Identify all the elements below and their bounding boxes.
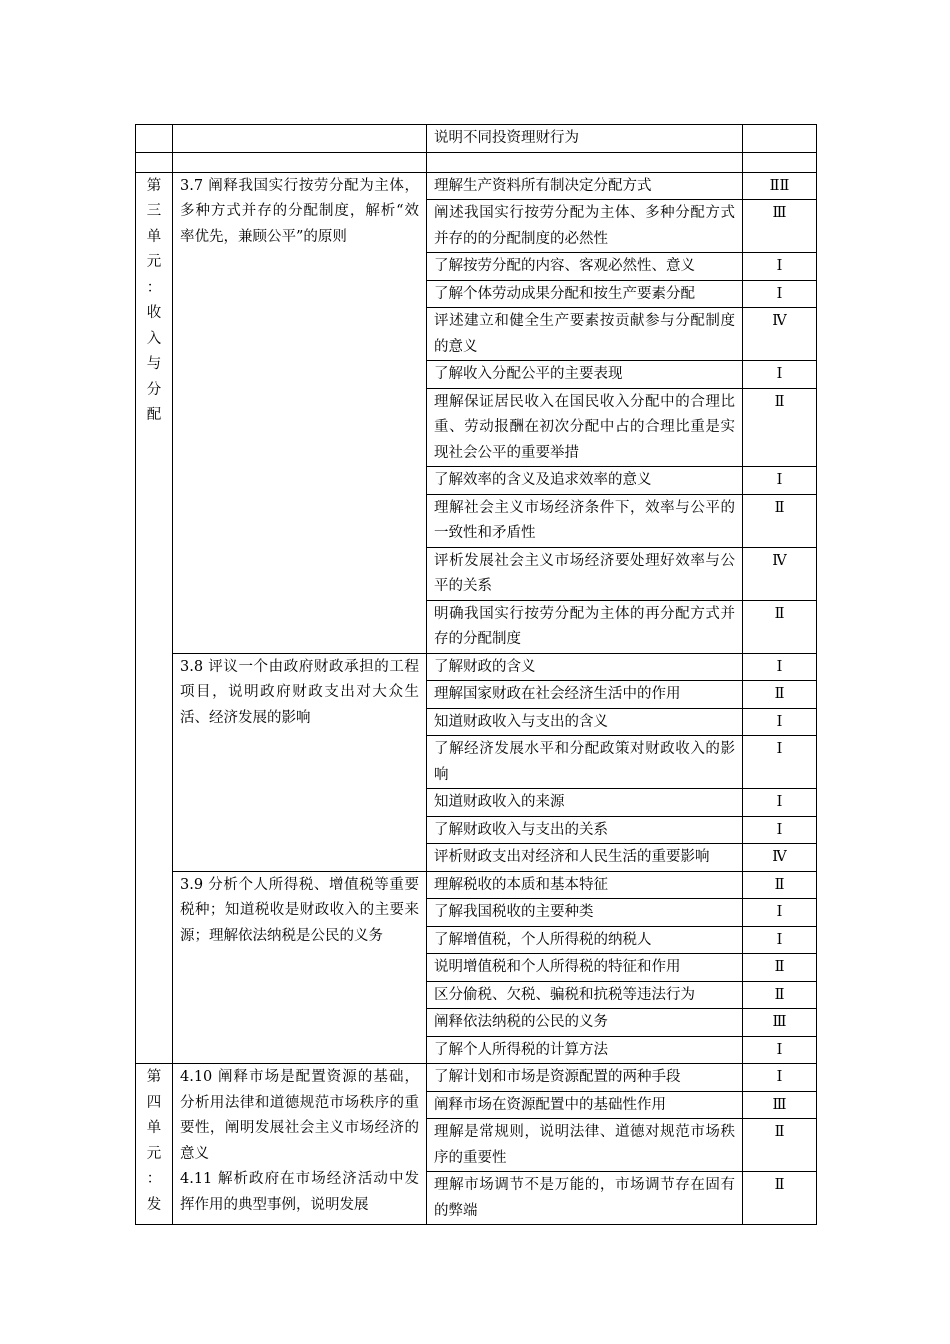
content-standard-text: 4.10 阐释市场是配置资源的基础，分析用法律和道德规范市场秩序的重要性，阐明发展社会主义市场经济的意义 [180, 1069, 419, 1162]
level-cell: Ⅰ [743, 280, 817, 308]
objective-cell: 理解国家财政在社会经济生活中的作用 [427, 681, 743, 709]
objective-cell: 说明不同投资理财行为 [427, 125, 743, 153]
objective-cell: 了解计划和市场是资源配置的两种手段 [427, 1064, 743, 1092]
objective-cell: 理解是常规则，说明法律、道德对规范市场秩序的重要性 [427, 1119, 743, 1172]
unit-cell-empty [136, 125, 173, 153]
content-standard-text: 4.11 解析政府在市场经济活动中发挥作用的典型事例，说明发展 [180, 1171, 419, 1213]
unit-label-char: 元 [146, 1145, 162, 1162]
objective-cell: 评析发展社会主义市场经济要处理好效率与公平的关系 [427, 547, 743, 600]
unit-label-char: 第 [146, 177, 162, 194]
level-cell: Ⅱ [743, 871, 817, 899]
unit-label-char: 发 [146, 1196, 162, 1213]
objective-cell: 阐释市场在资源配置中的基础性作用 [427, 1091, 743, 1119]
unit-label-char: 单 [146, 228, 162, 245]
unit-label-char: 三 [146, 203, 162, 219]
level-cell: Ⅰ [743, 926, 817, 954]
level-cell: Ⅲ [743, 1009, 817, 1037]
content-standard-cell: 3.8 评议一个由政府财政承担的工程项目，说明政府财政支出对大众生活、经济发展的影响 [173, 653, 427, 871]
unit-label-char: 配 [146, 407, 162, 423]
objective-cell: 评述建立和健全生产要素按贡献参与分配制度的意义 [427, 308, 743, 361]
level-cell: Ⅱ [743, 1172, 817, 1225]
objective-cell: 评析财政支出对经济和人民生活的重要影响 [427, 844, 743, 872]
level-cell: Ⅰ [743, 789, 817, 817]
level-cell: Ⅱ [743, 388, 817, 467]
objective-cell: 了解增值税，个人所得税的纳税人 [427, 926, 743, 954]
table-row [136, 1064, 817, 1092]
level-cell: Ⅰ [743, 736, 817, 789]
level-cell: Ⅰ [743, 467, 817, 495]
unit-label-char: 收 [146, 305, 162, 321]
standard-cell-empty [173, 125, 427, 153]
unit-label-char: 元 [146, 254, 162, 270]
level-cell: Ⅳ [743, 547, 817, 600]
content-standard-cell: 3.9 分析个人所得税、增值税等重要税种；知道税收是财政收入的主要来源；理解依法纳税是公民的义务 [173, 871, 427, 1064]
unit-label-cell [136, 172, 173, 1064]
level-cell: Ⅱ [743, 494, 817, 547]
objective-cell: 了解个体劳动成果分配和按生产要素分配 [427, 280, 743, 308]
unit-label-char: ： [146, 1171, 162, 1187]
level-cell: Ⅰ [743, 708, 817, 736]
objective-cell: 了解财政收入与支出的关系 [427, 816, 743, 844]
level-cell: Ⅳ [743, 844, 817, 872]
level-cell: Ⅰ [743, 653, 817, 681]
level-cell: ⅡⅡ [743, 172, 817, 200]
level-cell: Ⅱ [743, 981, 817, 1009]
objective-cell: 理解社会主义市场经济条件下，效率与公平的一致性和矛盾性 [427, 494, 743, 547]
objective-cell: 理解保证居民收入在国民收入分配中的合理比重、劳动报酬在初次分配中占的合理比重是实现社会公平的重要举措 [427, 388, 743, 467]
objective-cell: 区分偷税、欠税、骗税和抗税等违法行为 [427, 981, 743, 1009]
objective-cell: 说明增值税和个人所得税的特征和作用 [427, 954, 743, 982]
level-cell: Ⅰ [743, 1064, 817, 1092]
spacer-row [136, 152, 817, 172]
objective-cell: 知道财政收入与支出的含义 [427, 708, 743, 736]
objective-cell: 明确我国实行按劳分配为主体的再分配方式并存的分配制度 [427, 600, 743, 653]
level-cell: Ⅱ [743, 681, 817, 709]
unit-label-char: 分 [146, 381, 162, 398]
unit-label-char: 与 [146, 356, 162, 372]
unit-label-char: 单 [146, 1120, 162, 1136]
level-cell: Ⅳ [743, 308, 817, 361]
objective-cell: 了解按劳分配的内容、客观必然性、意义 [427, 253, 743, 281]
level-cell: Ⅰ [743, 1036, 817, 1064]
level-cell: Ⅰ [743, 361, 817, 389]
level-cell: Ⅲ [743, 200, 817, 253]
content-standard-cell: 3.7 阐释我国实行按劳分配为主体，多种方式并存的分配制度，解析“效率优先，兼顾公平”的原则 [173, 172, 427, 653]
level-cell: Ⅱ [743, 1119, 817, 1172]
objective-cell: 理解市场调节不是万能的，市场调节存在固有的弊端 [427, 1172, 743, 1225]
objective-cell: 理解生产资料所有制决定分配方式 [427, 172, 743, 200]
objective-cell: 了解财政的含义 [427, 653, 743, 681]
level-cell-empty [743, 125, 817, 153]
level-cell: Ⅲ [743, 1091, 817, 1119]
objective-cell: 了解个人所得税的计算方法 [427, 1036, 743, 1064]
syllabus-table [135, 124, 817, 1225]
unit-label-char: 入 [146, 330, 162, 347]
objective-cell: 阐述我国实行按劳分配为主体、多种分配方式并存的的分配制度的必然性 [427, 200, 743, 253]
objective-cell: 阐释依法纳税的公民的义务 [427, 1009, 743, 1037]
table-row [136, 172, 817, 200]
objective-cell: 了解收入分配公平的主要表现 [427, 361, 743, 389]
level-cell: Ⅰ [743, 816, 817, 844]
table-row [136, 653, 817, 681]
unit-label-char: 四 [146, 1094, 162, 1111]
level-cell: Ⅰ [743, 899, 817, 927]
objective-cell: 了解效率的含义及追求效率的意义 [427, 467, 743, 495]
objective-cell: 知道财政收入的来源 [427, 789, 743, 817]
table-row [136, 871, 817, 899]
level-cell: Ⅱ [743, 954, 817, 982]
level-cell: Ⅱ [743, 600, 817, 653]
table-row [136, 125, 817, 153]
unit-label-cell [136, 1064, 173, 1225]
unit-label-char: ： [146, 279, 162, 296]
level-cell: Ⅰ [743, 253, 817, 281]
objective-cell: 理解税收的本质和基本特征 [427, 871, 743, 899]
content-standard-cell [173, 1064, 427, 1225]
objective-cell: 了解经济发展水平和分配政策对财政收入的影响 [427, 736, 743, 789]
objective-cell: 了解我国税收的主要种类 [427, 899, 743, 927]
unit-label-char: 第 [146, 1069, 162, 1085]
